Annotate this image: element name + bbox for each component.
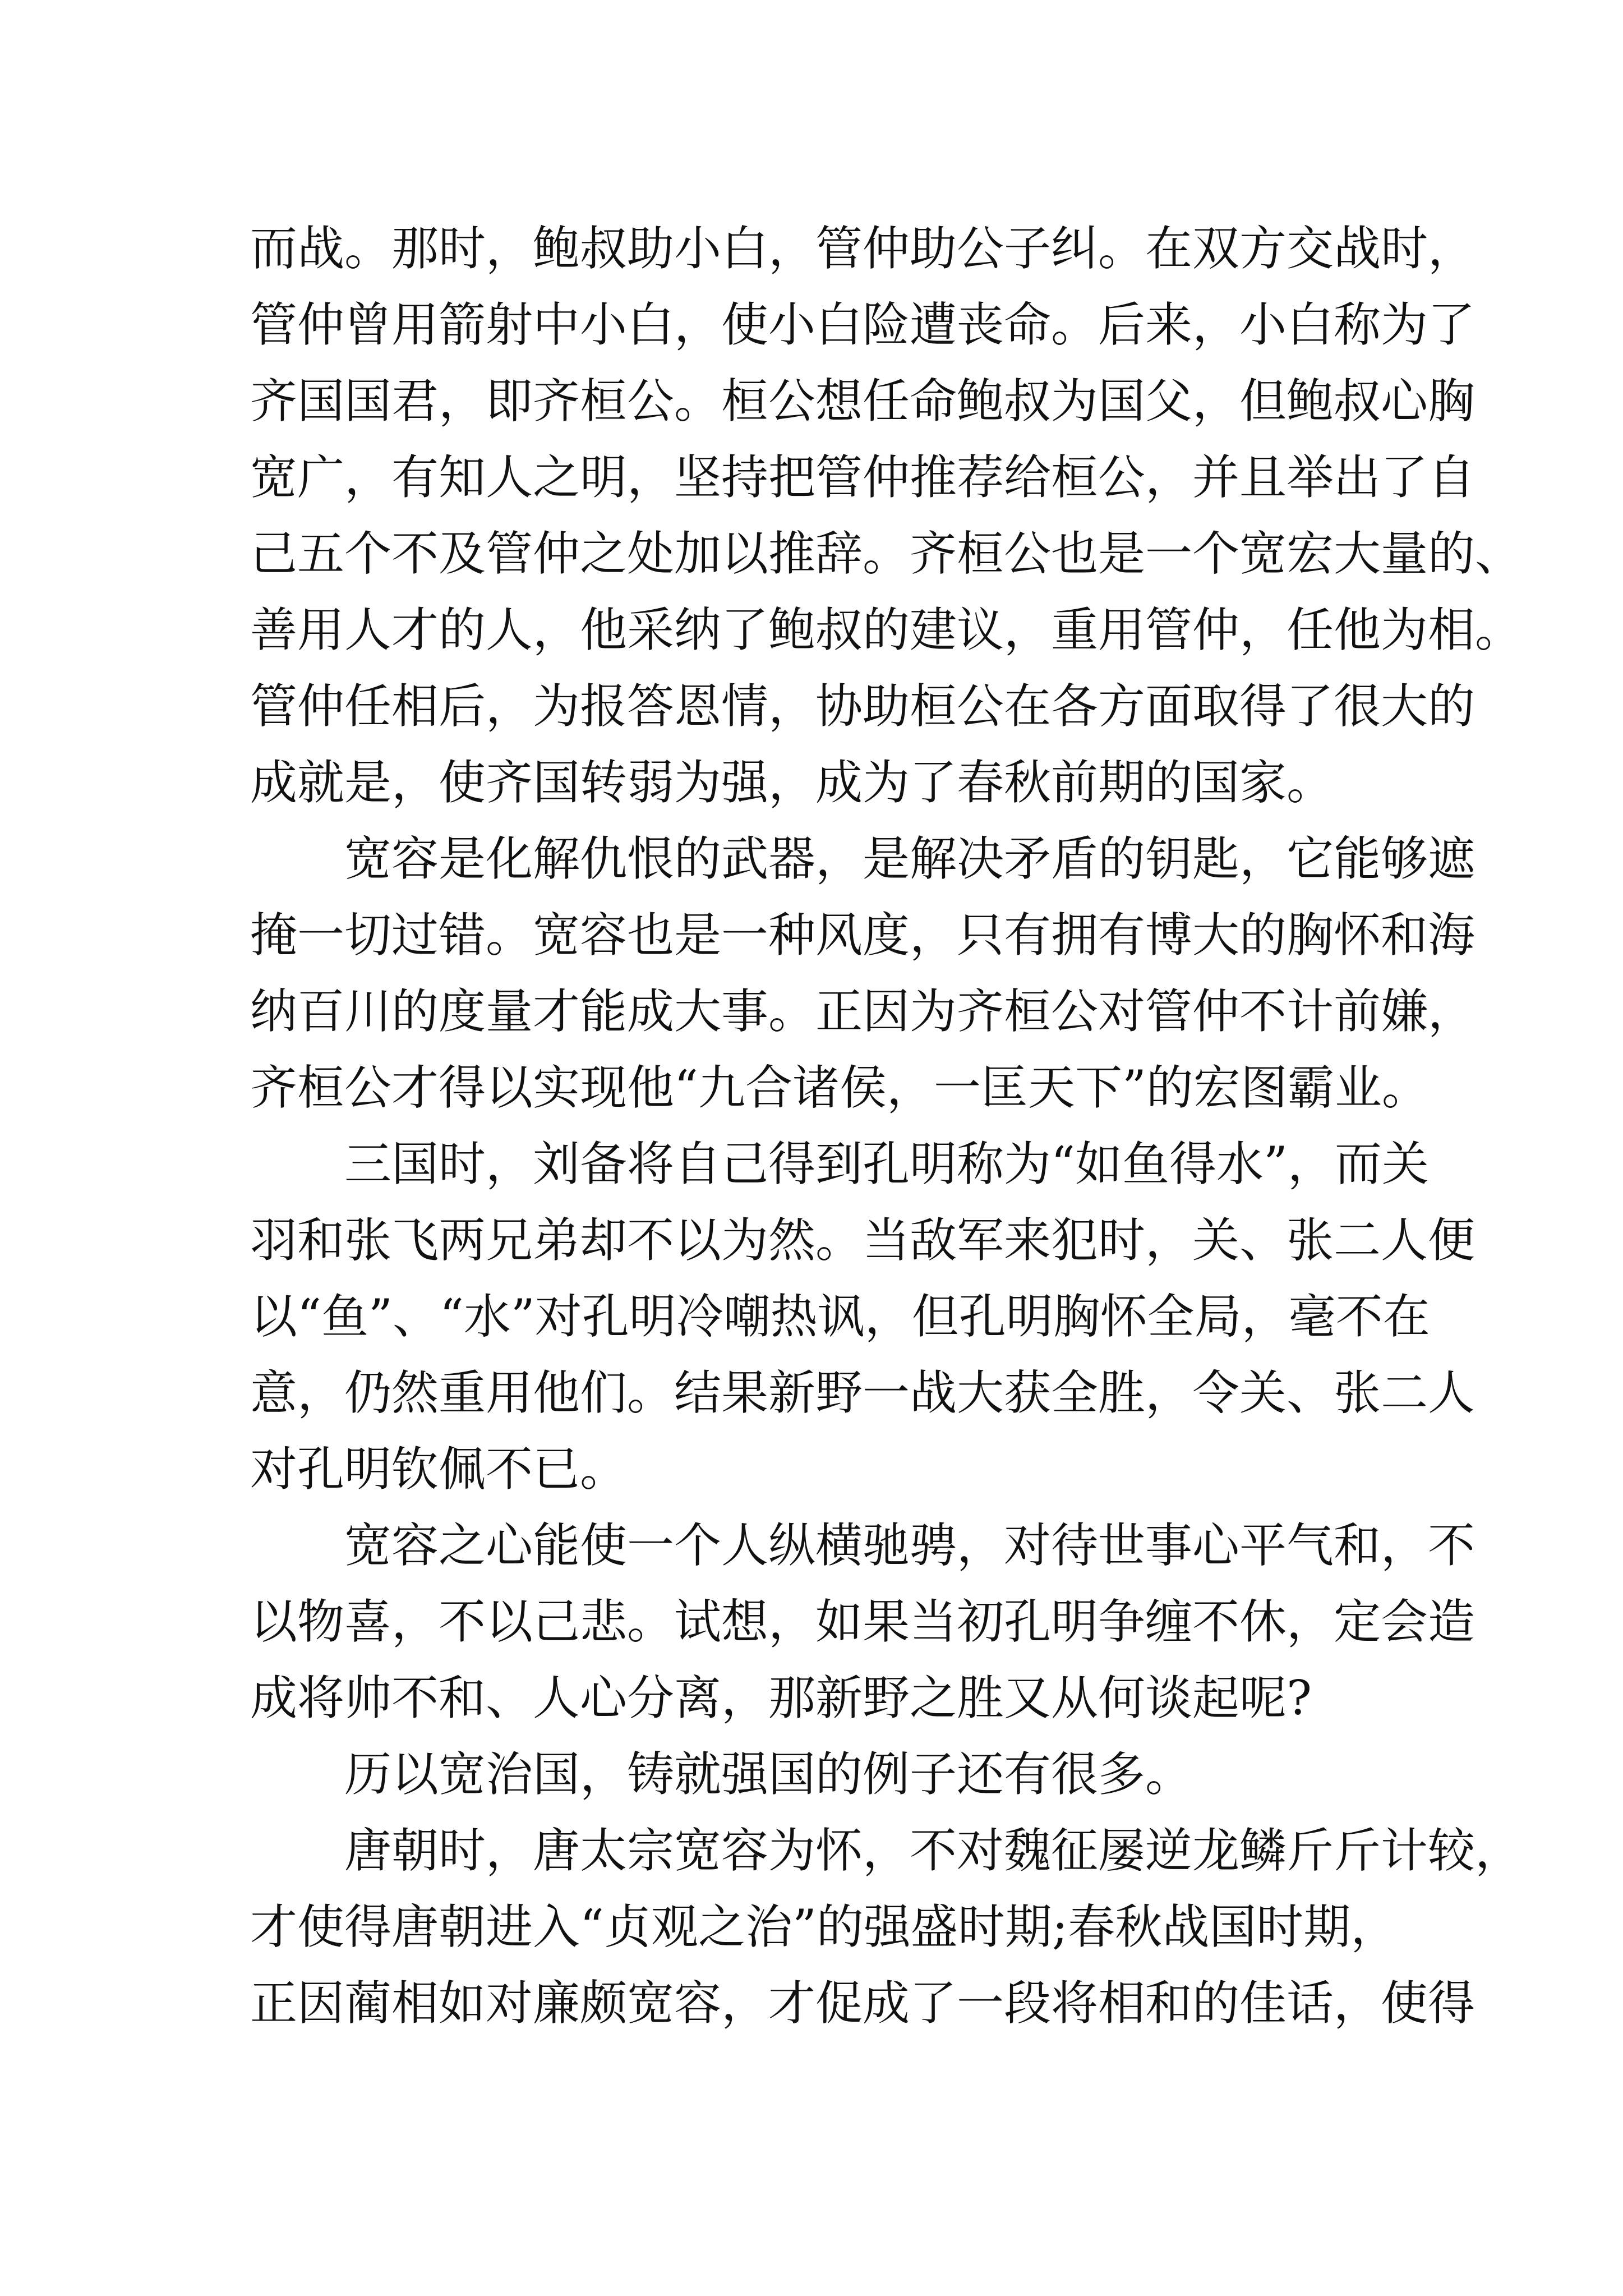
text-line: 纳百川的度量才能成大事。正因为齐桓公对管仲不计前嫌， — [250, 984, 1476, 1039]
paragraph-first-line: 三国时，刘备将自己得到孔明称为“如鱼得水”，而关 — [344, 1137, 1429, 1191]
paragraph-first-line: 宽容是化解仇恨的武器，是解决矛盾的钥匙，它能够遮 — [344, 831, 1476, 886]
body-text — [250, 210, 1523, 2041]
text-line: 宽广，有知人之明，坚持把管仲推荐给桓公，并且举出了自 — [250, 450, 1476, 505]
text-line: 而战。那时，鲍叔助小白，管仲助公子纠。在双方交战时， — [250, 221, 1476, 276]
text-line: 意，仍然重用他们。结果新野一战大获全胜，令关、张二人 — [250, 1365, 1476, 1420]
text-line: 成将帅不和、人心分离，那新野之胜又从何谈起呢? — [250, 1671, 1312, 1726]
paragraph-first-line: 历以宽治国，铸就强国的例子还有很多。 — [344, 1747, 1193, 1802]
text-line: 正因蔺相如对廉颇宽容，才促成了一段将相和的佳话，使得 — [250, 1976, 1476, 2031]
text-line: 管仲曾用箭射中小白，使小白险遭丧命。后来，小白称为了 — [250, 297, 1476, 352]
text-line: 才使得唐朝进入“贞观之治”的强盛时期;春秋战国时期， — [250, 1899, 1398, 1954]
text-line: 齐国国君，即齐桓公。桓公想任命鲍叔为国父，但鲍叔心胸 — [250, 374, 1476, 429]
text-line: 管仲任相后，为报答恩情，协助桓公在各方面取得了很大的 — [250, 679, 1476, 734]
text-line: 己五个不及管仲之处加以推辞。齐桓公也是一个宽宏大量的、 — [250, 526, 1523, 581]
text-line: 对孔明钦佩不已。 — [250, 1442, 628, 1497]
text-line: 掩一切过错。宽容也是一种风度，只有拥有博大的胸怀和海 — [250, 908, 1476, 963]
text-line: 善用人才的人，他采纳了鲍叔的建议，重用管仲，任他为相。 — [250, 602, 1523, 657]
text-line: 以物喜，不以己悲。试想，如果当初孔明争缠不休，定会造 — [250, 1594, 1476, 1649]
text-line: 齐桓公才得以实现他“九合诸侯，一匡天下”的宏图霸业。 — [250, 1060, 1429, 1115]
paragraph-first-line: 唐朝时，唐太宗宽容为怀，不对魏征屡逆龙鳞斤斤计较， — [344, 1823, 1523, 1878]
text-line: 以“鱼”、“水”对孔明冷嘲热讽，但孔明胸怀全局，毫不在 — [250, 1289, 1430, 1344]
paragraph-first-line: 宽容之心能使一个人纵横驰骋，对待世事心平气和，不 — [344, 1518, 1476, 1573]
text-line: 成就是，使齐国转弱为强，成为了春秋前期的国家。 — [250, 755, 1334, 810]
text-line: 羽和张飞两兄弟却不以为然。当敌军来犯时，关、张二人便 — [250, 1213, 1476, 1268]
